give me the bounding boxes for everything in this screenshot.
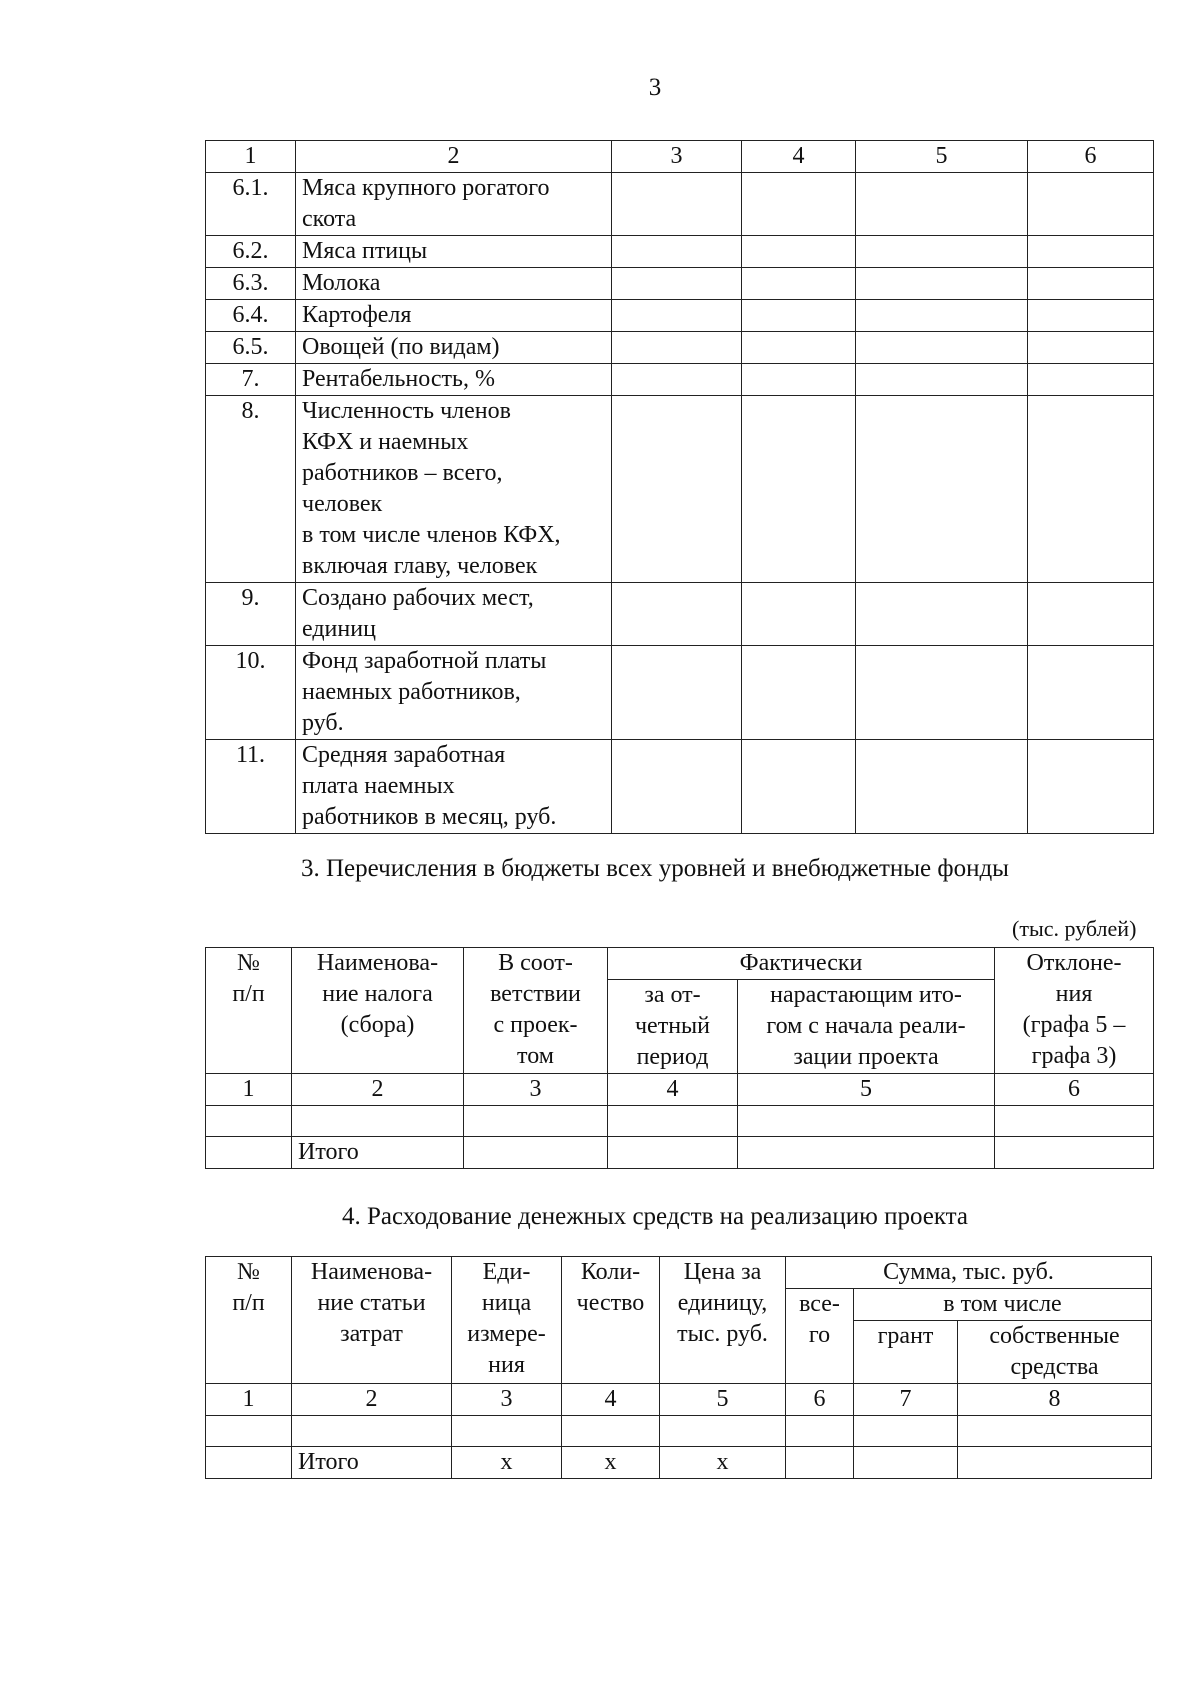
data-cell	[452, 1416, 562, 1447]
row-name: Молока	[296, 268, 612, 300]
page-number: 3	[648, 74, 662, 101]
row-number: 6.2.	[206, 236, 296, 268]
header-quantity: Коли- чество	[562, 1257, 660, 1384]
data-cell	[206, 1106, 292, 1137]
row-name: Средняя заработная плата наемных работников в месяц, руб.	[296, 740, 612, 834]
data-cell	[856, 583, 1028, 646]
header-period: за от- четный период	[608, 980, 738, 1074]
data-cell	[612, 332, 742, 364]
header-cost-item: Наименова- ние статьи затрат	[292, 1257, 452, 1384]
table-row	[206, 300, 1154, 332]
data-cell	[612, 364, 742, 396]
budget-transfers-table	[205, 947, 1154, 1169]
data-cell	[738, 1106, 995, 1137]
section-4-title: 4. Расходование денежных средств на реализацию проекта	[341, 1203, 968, 1230]
col-number: 3	[452, 1384, 562, 1416]
data-cell	[958, 1447, 1152, 1479]
expenses-table	[205, 1256, 1152, 1479]
header-num: № п/п	[206, 1257, 292, 1384]
data-cell	[660, 1416, 786, 1447]
col-number: 1	[206, 1384, 292, 1416]
total-label: Итого	[292, 1447, 452, 1479]
data-cell	[292, 1416, 452, 1447]
data-cell	[738, 1137, 995, 1169]
data-cell	[612, 173, 742, 236]
x-mark: х	[562, 1447, 660, 1479]
data-cell	[562, 1416, 660, 1447]
table-header-row	[206, 141, 1154, 173]
table-header-row	[206, 1257, 1152, 1289]
col-number: 5	[856, 141, 1028, 173]
data-cell	[786, 1416, 854, 1447]
row-number: 6.4.	[206, 300, 296, 332]
total-label: Итого	[292, 1137, 464, 1169]
data-cell	[292, 1106, 464, 1137]
header-sum: Сумма, тыс. руб.	[786, 1257, 1152, 1289]
data-cell	[1028, 583, 1154, 646]
col-number: 2	[292, 1074, 464, 1106]
data-cell	[608, 1106, 738, 1137]
table-row	[206, 364, 1154, 396]
col-number: 4	[562, 1384, 660, 1416]
header-unit-price: Цена за единицу, тыс. руб.	[660, 1257, 786, 1384]
header-including: в том числе	[854, 1289, 1152, 1321]
col-number: 4	[742, 141, 856, 173]
data-cell	[742, 173, 856, 236]
data-cell	[856, 396, 1028, 583]
row-name: Создано рабочих мест, единиц	[296, 583, 612, 646]
header-cumulative: нарастающим ито- гом с начала реали- зации проекта	[738, 980, 995, 1074]
data-cell	[742, 583, 856, 646]
data-cell	[856, 364, 1028, 396]
data-cell	[995, 1106, 1154, 1137]
data-cell	[1028, 332, 1154, 364]
header-tax-name: Наименова- ние налога (сбора)	[292, 948, 464, 1074]
row-name: Мяса птицы	[296, 236, 612, 268]
data-cell	[206, 1416, 292, 1447]
data-cell	[958, 1416, 1152, 1447]
table-row	[206, 173, 1154, 236]
data-cell	[206, 1137, 292, 1169]
data-cell	[742, 300, 856, 332]
table-header-row	[206, 948, 1154, 980]
table-row	[206, 740, 1154, 834]
data-cell	[464, 1106, 608, 1137]
data-cell	[1028, 646, 1154, 740]
col-number: 2	[296, 141, 612, 173]
data-cell	[856, 300, 1028, 332]
data-cell	[856, 332, 1028, 364]
indicators-table	[205, 140, 1154, 834]
data-cell	[742, 396, 856, 583]
data-cell	[612, 268, 742, 300]
header-unit: Еди- ница измере- ния	[452, 1257, 562, 1384]
data-cell	[612, 646, 742, 740]
x-mark: х	[452, 1447, 562, 1479]
row-name: Фонд заработной платы наемных работников, руб.	[296, 646, 612, 740]
data-cell	[612, 396, 742, 583]
col-number: 5	[660, 1384, 786, 1416]
data-cell	[856, 173, 1028, 236]
col-number: 1	[206, 141, 296, 173]
header-deviation: Отклоне- ния (графа 5 – графа 3)	[995, 948, 1154, 1074]
header-total: все- го	[786, 1289, 854, 1384]
data-cell	[742, 236, 856, 268]
data-cell	[608, 1137, 738, 1169]
data-cell	[742, 646, 856, 740]
row-number: 8.	[206, 396, 296, 583]
header-num: № п/п	[206, 948, 292, 1074]
data-cell	[995, 1137, 1154, 1169]
data-cell	[1028, 300, 1154, 332]
header-grant: грант	[854, 1321, 958, 1384]
row-number: 6.5.	[206, 332, 296, 364]
data-cell	[742, 332, 856, 364]
row-number: 10.	[206, 646, 296, 740]
row-name: Рентабельность, %	[296, 364, 612, 396]
data-cell	[742, 364, 856, 396]
col-number: 6	[995, 1074, 1154, 1106]
data-cell	[464, 1137, 608, 1169]
table-row	[206, 236, 1154, 268]
data-cell	[612, 740, 742, 834]
col-number: 8	[958, 1384, 1152, 1416]
col-number: 1	[206, 1074, 292, 1106]
row-name: Численность членов КФХ и наемных работников – всего, человек в том числе членов КФХ, включая главу, человек	[296, 396, 612, 583]
col-number: 5	[738, 1074, 995, 1106]
units-label: (тыс. рублей)	[1012, 916, 1137, 941]
data-cell	[206, 1447, 292, 1479]
data-cell	[612, 300, 742, 332]
data-cell	[612, 583, 742, 646]
row-name: Мяса крупного рогатого скота	[296, 173, 612, 236]
col-number: 7	[854, 1384, 958, 1416]
row-number: 9.	[206, 583, 296, 646]
table-row	[206, 646, 1154, 740]
col-number: 6	[1028, 141, 1154, 173]
col-number: 3	[464, 1074, 608, 1106]
col-number: 3	[612, 141, 742, 173]
table-row	[206, 1416, 1152, 1447]
data-cell	[742, 740, 856, 834]
data-cell	[854, 1416, 958, 1447]
header-per-project: В соот- ветствии с проек- том	[464, 948, 608, 1074]
data-cell	[1028, 364, 1154, 396]
x-mark: х	[660, 1447, 786, 1479]
col-number: 6	[786, 1384, 854, 1416]
row-number: 6.3.	[206, 268, 296, 300]
total-row	[206, 1137, 1154, 1169]
table-row	[206, 332, 1154, 364]
data-cell	[1028, 173, 1154, 236]
data-cell	[1028, 396, 1154, 583]
column-numbers-row	[206, 1074, 1154, 1106]
section-3-title: 3. Перечисления в бюджеты всех уровней и внебюджетные фонды	[301, 855, 1009, 882]
data-cell	[856, 268, 1028, 300]
row-name: Картофеля	[296, 300, 612, 332]
data-cell	[856, 740, 1028, 834]
data-cell	[1028, 236, 1154, 268]
total-row	[206, 1447, 1152, 1479]
table-row	[206, 396, 1154, 583]
data-cell	[1028, 740, 1154, 834]
col-number: 4	[608, 1074, 738, 1106]
table-row	[206, 583, 1154, 646]
header-actual: Фактически	[608, 948, 995, 980]
row-number: 11.	[206, 740, 296, 834]
table-row	[206, 268, 1154, 300]
data-cell	[742, 268, 856, 300]
row-number: 7.	[206, 364, 296, 396]
table-row	[206, 1106, 1154, 1137]
row-name: Овощей (по видам)	[296, 332, 612, 364]
header-own-funds: собственные средства	[958, 1321, 1152, 1384]
data-cell	[854, 1447, 958, 1479]
column-numbers-row	[206, 1384, 1152, 1416]
data-cell	[612, 236, 742, 268]
data-cell	[856, 236, 1028, 268]
data-cell	[856, 646, 1028, 740]
col-number: 2	[292, 1384, 452, 1416]
row-number: 6.1.	[206, 173, 296, 236]
data-cell	[786, 1447, 854, 1479]
data-cell	[1028, 268, 1154, 300]
